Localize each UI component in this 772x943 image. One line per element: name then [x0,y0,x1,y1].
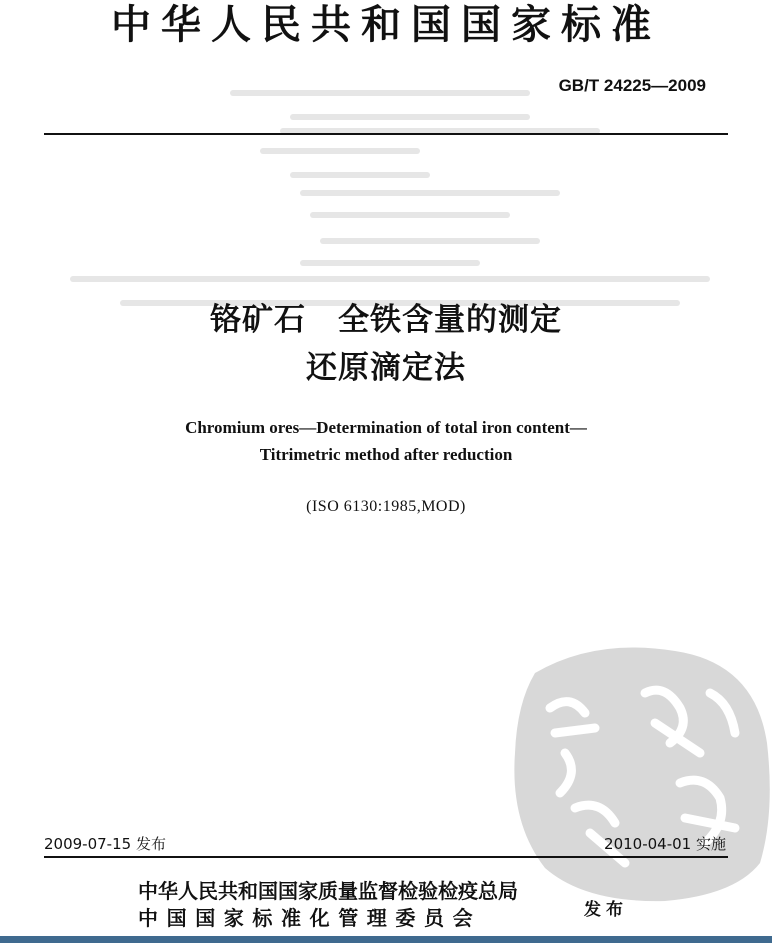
publisher-line2: 中国国家标准化管理委员会 [138,906,482,930]
publisher-line1: 中华人民共和国国家质量监督检验检疫总局 [138,879,518,903]
footer-divider [44,856,728,858]
implementation-date: 2010-04-01 实施 [604,835,726,853]
standard-number: GB/T 24225—2009 [558,76,706,95]
title-english-line1: Chromium ores—Determination of total iron content— [185,418,587,437]
title-chinese-line1: 铬矿石 全铁含量的测定 [210,302,562,338]
header-divider [44,133,728,135]
title-chinese-line2: 还原滴定法 [306,350,466,386]
seal-watermark-icon [505,633,772,903]
title-english-line2: Titrimetric method after reduction [259,445,513,464]
publish-label: 发布 [584,900,628,920]
iso-reference: (ISO 6130:1985,MOD) [306,498,466,515]
issue-date: 2009-07-15 发布 [44,835,166,853]
header-title: 中华人民共和国国家标准 [111,2,661,48]
bottom-edge-strip [0,936,772,943]
